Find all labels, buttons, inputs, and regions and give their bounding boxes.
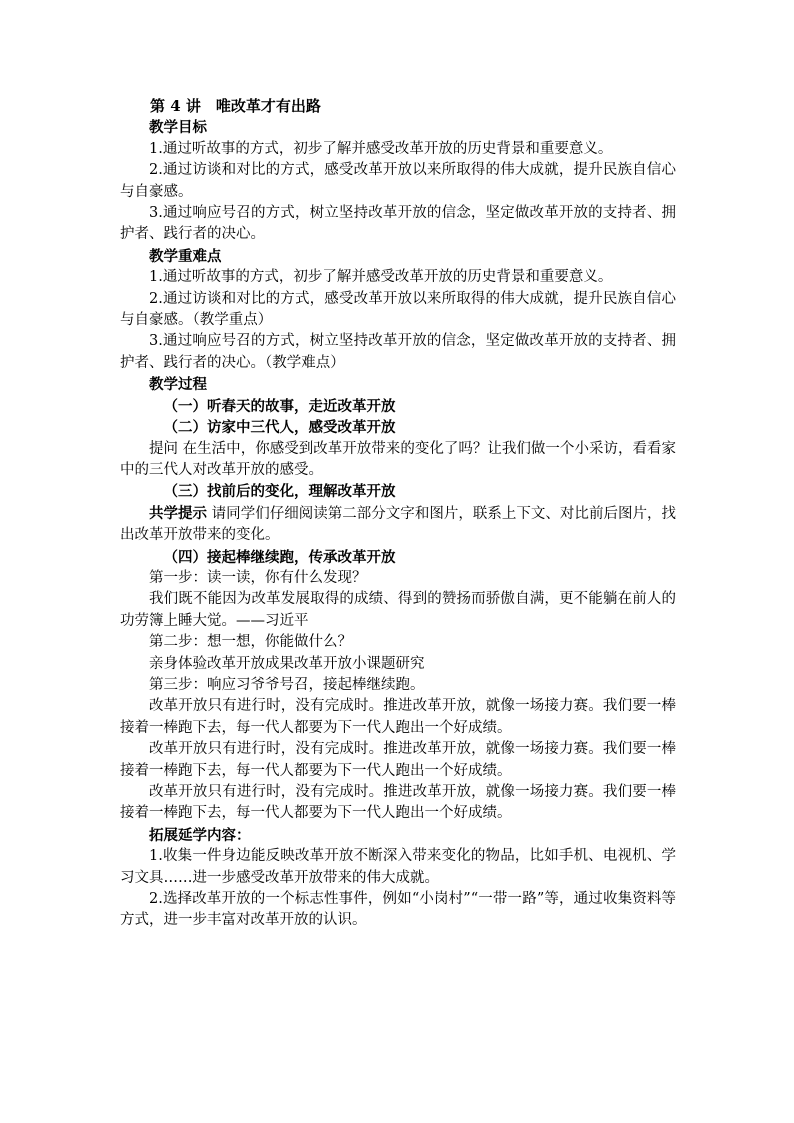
key-point-item: 2.通过访谈和对比的方式，感受改革开放以来所取得的伟大成就，提升民族自信心与自豪感。（教学重点） xyxy=(120,290,676,329)
process-part-4-heading: （四）接起棒继续跑，传承改革开放 xyxy=(163,548,396,566)
quote: 我们既不能因为改革发展取得的成绩、得到的赞扬而骄傲自满，更不能躺在前人的功劳簿上睡大觉。——习近平 xyxy=(120,591,676,629)
question-text: 在生活中，你感受到改革开放带来的变化了吗？让我们做一个小采访，看看家中的三代人对改革开放的感受。 xyxy=(120,440,677,478)
process-part-1-heading: （一）听春天的故事，走近改革开放 xyxy=(163,397,396,415)
relay-paragraph: 改革开放只有进行时，没有完成时。推进改革开放，就像一场接力赛。我们要一棒接着一棒跑下去，每一代人都要为下一代人跑出一个好成绩。 xyxy=(120,698,676,736)
research-topic: 亲身体验改革开放成果改革开放小课题研究 xyxy=(149,655,425,672)
question-lead: 提问 xyxy=(149,440,179,457)
step-2: 第二步：想一想，你能做什么？ xyxy=(149,634,352,651)
extension-item: 1.收集一件身边能反映改革开放不断深入带来变化的物品，比如手机、电视机、学习文具……进一步感受改革开放带来的伟大成就。 xyxy=(120,848,676,886)
objective-item: 1.通过听故事的方式，初步了解并感受改革开放的历史背景和重要意义。 xyxy=(149,140,613,157)
key-point-item: 3.通过响应号召的方式，树立坚持改革开放的信念，坚定做改革开放的支持者、拥护者、践行者的决心。（教学难点） xyxy=(120,333,676,371)
objectives-heading: 教学目标 xyxy=(149,119,207,137)
process-part-2-paragraph xyxy=(120,439,676,482)
document-page xyxy=(120,96,676,932)
study-tip-text: 请同学们仔细阅读第二部分文字和图片，联系上下文、对比前后图片，找出改革开放带来的变化。 xyxy=(120,505,677,544)
process-part-3-heading: （三）找前后的变化，理解改革开放 xyxy=(163,483,396,501)
study-tip-lead: 共学提示 xyxy=(149,504,208,522)
relay-paragraph: 改革开放只有进行时，没有完成时。推进改革开放，就像一场接力赛。我们要一棒接着一棒跑下去，每一代人都要为下一代人跑出一个好成绩。 xyxy=(120,784,676,822)
key-point-item: 1.通过听故事的方式，初步了解并感受改革开放的历史背景和重要意义。 xyxy=(149,269,613,286)
process-part-3-paragraph xyxy=(120,503,676,547)
page-title: 第 4 讲 唯改革才有出路 xyxy=(150,97,321,115)
extension-item: 2.选择改革开放的一个标志性事件，例如“小岗村”“一带一路”等，通过收集资料等方式，进一步丰富对改革开放的认识。 xyxy=(120,891,676,929)
key-points-heading: 教学重难点 xyxy=(149,247,222,265)
process-heading: 教学过程 xyxy=(149,376,207,394)
step-3: 第三步：响应习爷爷号召，接起棒继续跑。 xyxy=(149,676,425,693)
objective-item: 3.通过响应号召的方式，树立坚持改革开放的信念，坚定做改革开放的支持者、拥护者、践行者的决心。 xyxy=(120,205,676,243)
extension-heading: 拓展延学内容： xyxy=(149,826,251,844)
process-part-2-heading: （二）访家中三代人，感受改革开放 xyxy=(163,419,396,437)
objective-item: 2.通过访谈和对比的方式，感受改革开放以来所取得的伟大成就，提升民族自信心与自豪感。 xyxy=(120,162,676,200)
relay-paragraph: 改革开放只有进行时，没有完成时。推进改革开放，就像一场接力赛。我们要一棒接着一棒跑下去，每一代人都要为下一代人跑出一个好成绩。 xyxy=(120,741,676,779)
step-1: 第一步：读一读，你有什么发现？ xyxy=(149,569,367,586)
